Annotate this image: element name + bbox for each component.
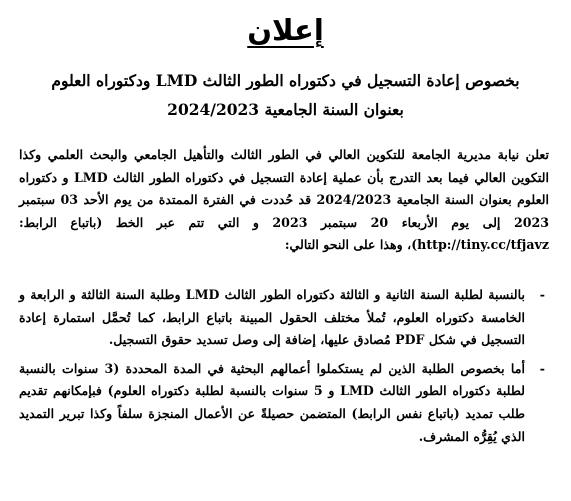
- announcement-subtitle: [14, 66, 557, 124]
- subtitle-line-2: بعنوان السنة الجامعية 2024/2023: [167, 100, 404, 119]
- list-item-text: أما بخصوص الطلبة الذين لم يستكملوا أعمالهم البحثية في المدة المحددة (3 سنوات بالنسبة لطلبة دكتوراه الطور الثالث LMD و 5 سنوات بالنسبة لطلبة دكتوراه العلوم) فبإمكانهم تقديم طلب تمديد (باتباع نفس الرابط) المتضمن حصيلةً عن الأعمال المنجزة سلفاً وكذا تبرير التمديد الذي يُقِرُّه المشرف.: [19, 360, 525, 444]
- instructions-list: [19, 284, 549, 454]
- intro-paragraph: تعلن نيابة مديرية الجامعة للتكوين العالي في الطور الثالث والتأهيل الجامعي والبحث العلمي وكذا التكوين العالي فيما بعد التدرج بأن عملية إعادة التسجيل في دكتوراه الطور الثالث LMD و دكتوراه العلوم بعنوان السنة الجامعية 2024/2023 قد حُددت في الفترة الممتدة من يوم الأحد 03 سبتمبر 2023 إلى يوم الأربعاء 20 سبتمبر 2023 و التي تتم عبر الخط (باتباع الرابط: http://tiny.cc/tfjavz)، وهذا على النحو التالي:: [19, 147, 549, 253]
- list-item: [19, 358, 549, 448]
- page-title: إعلان: [247, 13, 324, 47]
- subtitle-line-1: بخصوص إعادة التسجيل في دكتوراه الطور الثالث LMD ودكتوراه العلوم: [51, 71, 520, 90]
- bullet-marker: -: [539, 287, 545, 302]
- bullet-marker: -: [539, 360, 545, 376]
- list-item-text: بالنسبة لطلبة السنة الثانية و الثالثة دكتوراه الطور الثالث LMD وطلبة السنة الثالثة و الرابعة و الخامسة دكتوراه العلوم، تُملأ مختلف الحقول المبينة باتباع الرابط، كما تُحمَّل استمارة إعادة التسجيل في شكل PDF مُصادق عليها، إضافة إلى وصل تسديد حقوق التسجيل.: [19, 287, 525, 348]
- list-item: [19, 284, 549, 352]
